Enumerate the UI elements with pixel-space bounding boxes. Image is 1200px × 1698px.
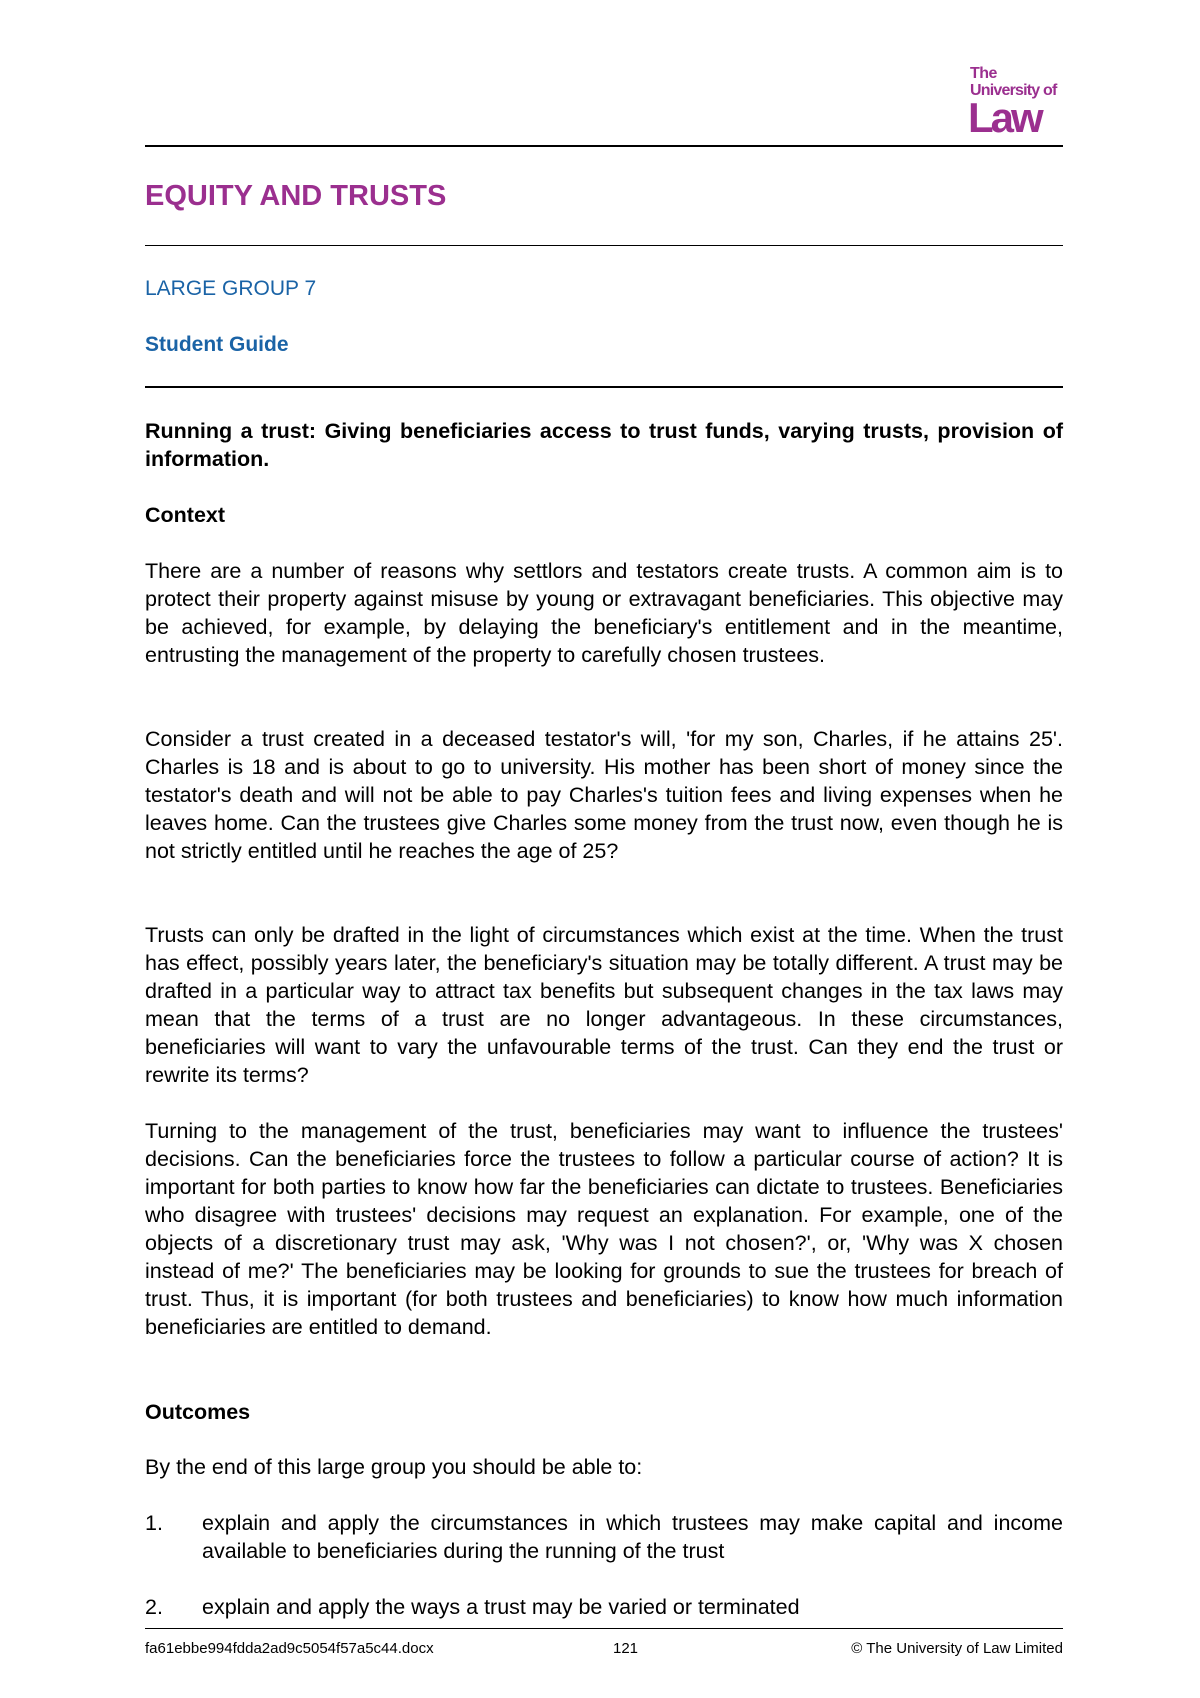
context-paragraph-3: Trusts can only be drafted in the light of circumstances which exist at the time. When the trust has effect, possibly years later, the beneficiary's situation may be totally different. A trust may be drafted in a particular way to attract tax benefits but subsequent changes in the tax laws may mean that the terms of a trust are no longer advantageous. In these circumstances, beneficiaries will want to vary the unfavourable terms of the trust. Can they end the trust or rewrite its terms? bbox=[145, 923, 1063, 1087]
page-footer bbox=[145, 1640, 1063, 1658]
document-title: EQUITY AND TRUSTS bbox=[145, 180, 447, 212]
subtitle-rule bbox=[145, 386, 1063, 388]
list-item-number: 1. bbox=[145, 1511, 163, 1535]
topic-heading: Running a trust: Giving beneficiaries access to trust funds, varying trusts, provision of information. bbox=[145, 419, 1063, 471]
list-item bbox=[145, 1593, 1063, 1621]
list-item-text: explain and apply the circumstances in which trustees may make capital and income available to beneficiaries during the running of the trust bbox=[202, 1511, 1063, 1563]
logo-line-law: Law bbox=[968, 94, 1041, 141]
logo-line-university-of: University of bbox=[970, 82, 1057, 99]
student-guide-label: Student Guide bbox=[145, 333, 289, 356]
list-item-text: explain and apply the ways a trust may be varied or terminated bbox=[202, 1595, 800, 1619]
context-paragraph-2: Consider a trust created in a deceased testator's will, 'for my son, Charles, if he attains 25'. Charles is 18 and is about to go to university. His mother has been short of money since the testator's death and will not be able to pay Charles's tuition fees and living expenses when he leaves home. Can the trustees give Charles some money from the trust now, even though he is not strictly entitled until he reaches the age of 25? bbox=[145, 727, 1063, 863]
footer-copyright: © The University of Law Limited bbox=[851, 1640, 1063, 1657]
list-item bbox=[145, 1509, 1063, 1565]
outcomes-heading: Outcomes bbox=[145, 1400, 251, 1424]
university-of-law-logo bbox=[970, 66, 1066, 142]
footer-rule bbox=[145, 1628, 1063, 1629]
footer-filename: fa61ebbe994fdda2ad9c5054f57a5c44.docx bbox=[145, 1640, 434, 1657]
large-group-label: LARGE GROUP 7 bbox=[145, 277, 317, 300]
context-heading: Context bbox=[145, 503, 226, 527]
footer-page-number: 121 bbox=[613, 1640, 639, 1657]
title-rule bbox=[145, 245, 1063, 246]
context-paragraph-4: Turning to the management of the trust, beneficiaries may want to influence the trustees' decisions. Can the beneficiaries force the trustees to follow a particular course of action? It is important for both parties to know how far the beneficiaries can dictate to trustees. Beneficiaries who disagree with trustees' decisions may request an explanation. For example, one of the objects of a discretionary trust may ask, 'Why was I not chosen?', or, 'Why was X chosen instead of me?' The beneficiaries may be looking for grounds to sue the trustees for breach of trust. Thus, it is important (for both trustees and beneficiaries) to know how much information beneficiaries are entitled to demand. bbox=[145, 1119, 1063, 1339]
context-paragraph-1: There are a number of reasons why settlors and testators create trusts. A common aim is to protect their property against misuse by young or extravagant beneficiaries. This objective may be achieved, for example, by delaying the beneficiary's entitlement and in the meantime, entrusting the management of the property to carefully chosen trustees. bbox=[145, 559, 1063, 667]
outcomes-intro: By the end of this large group you should be able to: bbox=[145, 1455, 643, 1479]
list-item-number: 2. bbox=[145, 1595, 163, 1619]
logo-line-the: The bbox=[970, 65, 997, 82]
header-rule bbox=[145, 145, 1063, 147]
